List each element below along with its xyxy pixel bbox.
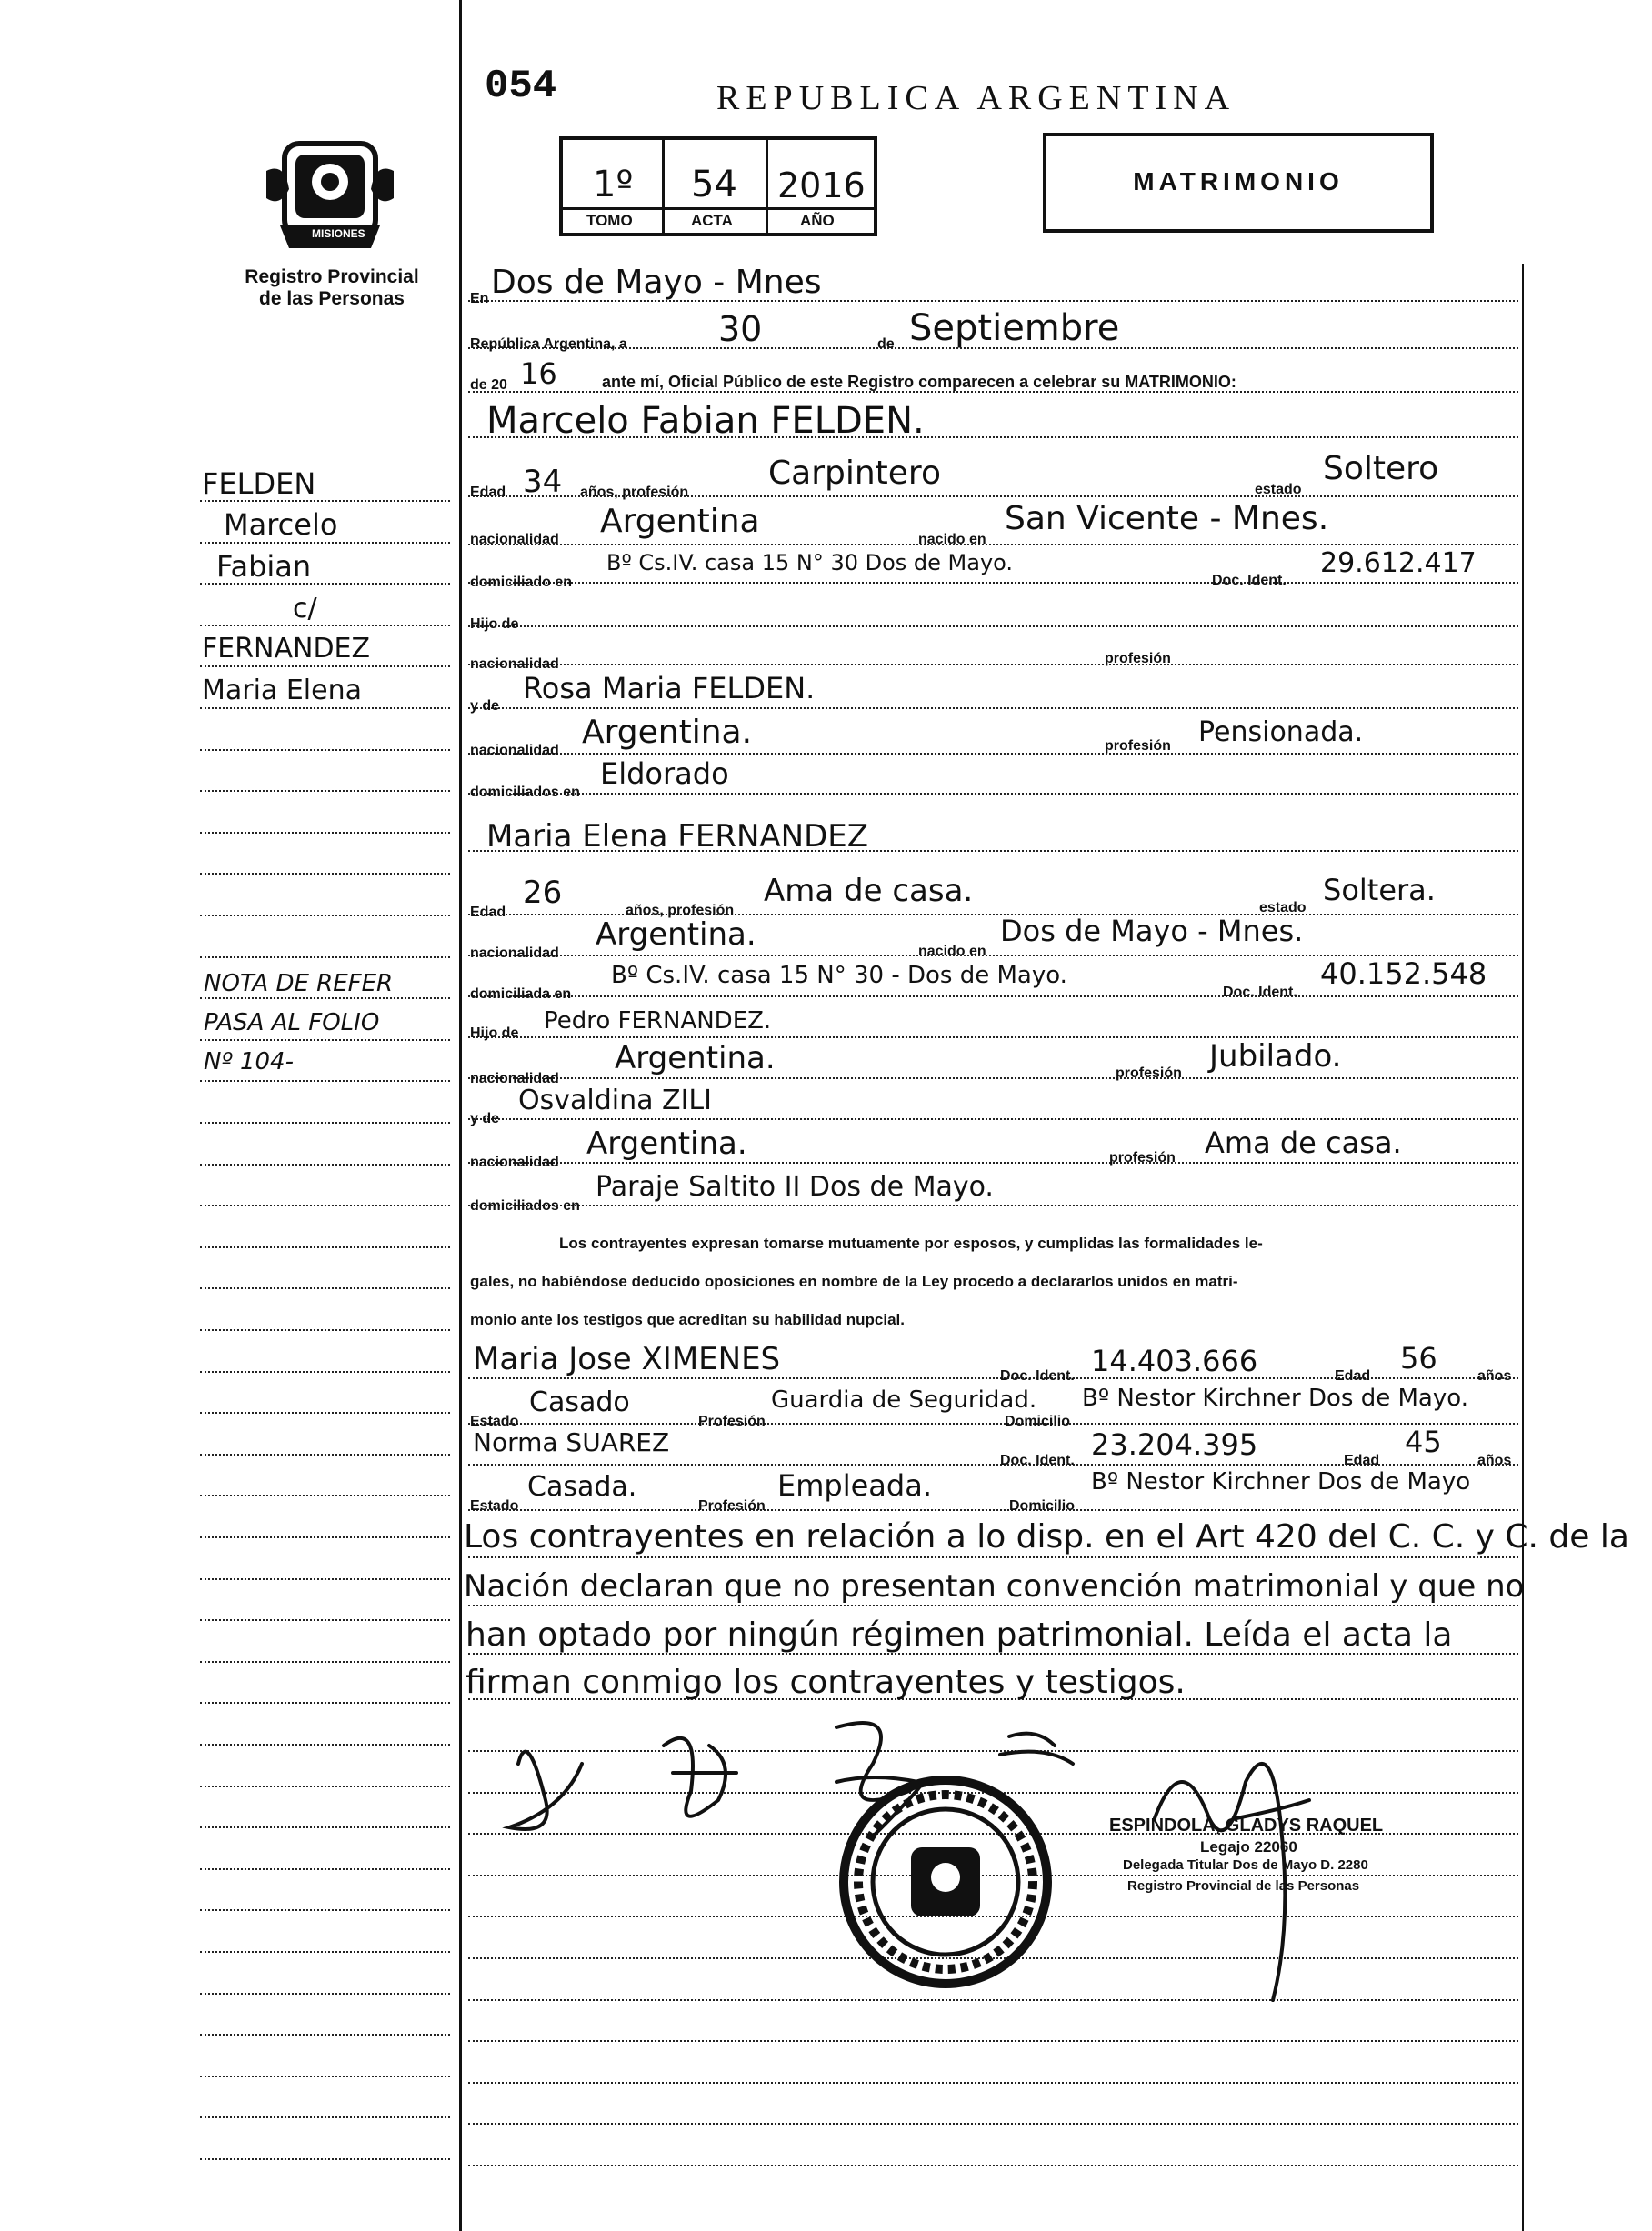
margin-rule xyxy=(200,2116,450,2118)
nacido-label: nacido en xyxy=(918,944,986,959)
margin-rule xyxy=(200,1702,450,1704)
witness-1-name: Maria Jose XIMENES xyxy=(473,1341,781,1377)
domiciliada-label: domiciliada en xyxy=(470,986,572,1002)
margin-rule xyxy=(200,997,450,999)
official-title: Delegada Titular Dos de Mayo D. 2280 xyxy=(1123,1857,1368,1873)
witness-1-profession: Guardia de Seguridad. xyxy=(771,1386,1037,1414)
left-margin-border xyxy=(459,0,462,2231)
edad-label: Edad xyxy=(470,905,506,920)
intro-day: 30 xyxy=(718,309,763,349)
acta-label: ACTA xyxy=(691,212,733,229)
margin-rule xyxy=(200,1287,450,1289)
hijo-de-label: Hijo de xyxy=(470,616,519,632)
margin-name: Fabian xyxy=(216,549,312,584)
declaration-line: monio ante los testigos que acreditan su habilidad nupcial. xyxy=(470,1311,905,1328)
witness-1-age: 56 xyxy=(1400,1341,1437,1376)
estado-label: Estado xyxy=(470,1498,519,1514)
ano-label: AÑO xyxy=(800,212,835,229)
nacionalidad-label: nacionalidad xyxy=(470,656,559,672)
doc-ident-label: Doc. Ident. xyxy=(1000,1453,1075,1468)
margin-rule xyxy=(200,1122,450,1124)
margin-rule xyxy=(200,1993,450,1995)
republica-label: República Argentina, a xyxy=(470,336,627,352)
margin-rule xyxy=(200,707,450,709)
margin-rule xyxy=(200,873,450,875)
witness-2-estado: Casada. xyxy=(527,1471,637,1503)
bride-mother: Osvaldina ZILI xyxy=(518,1085,712,1116)
nacionalidad-label: nacionalidad xyxy=(470,743,559,758)
profesion-label: profesión xyxy=(1105,738,1171,754)
witness-2-address: Bº Nestor Kirchner Dos de Mayo xyxy=(1091,1468,1471,1496)
bride-mother-profession: Ama de casa. xyxy=(1205,1126,1402,1160)
profesion-label: profesión xyxy=(1109,1150,1176,1166)
registry-name-line2: de las Personas xyxy=(259,288,405,309)
y-de-label: y de xyxy=(470,698,500,714)
note-line: firman conmigo los contrayentes y testigos. xyxy=(466,1664,1186,1701)
groom-estado: Soltero xyxy=(1323,450,1439,487)
declaration-line: Los contrayentes expresan tomarse mutuamente por esposos, y cumplidas las formalidades le- xyxy=(559,1235,1263,1252)
margin-rule xyxy=(200,542,450,544)
margin-rule xyxy=(200,1454,450,1456)
profesion-label: profesión xyxy=(1116,1065,1182,1081)
estado-label: estado xyxy=(1255,482,1302,497)
nacionalidad-label: nacionalidad xyxy=(470,1071,559,1086)
nacido-label: nacido en xyxy=(918,532,986,547)
tomo-label: TOMO xyxy=(586,212,633,229)
witness-2-age: 45 xyxy=(1405,1425,1442,1459)
groom-doc: 29.612.417 xyxy=(1320,547,1477,579)
form-rule xyxy=(468,664,1518,665)
margin-rule xyxy=(200,625,450,626)
form-rule xyxy=(468,582,1518,584)
margin-rule xyxy=(200,790,450,792)
bride-father-nationality: Argentina. xyxy=(615,1040,776,1076)
witness-2-name: Norma SUAREZ xyxy=(473,1427,670,1457)
margin-rule xyxy=(200,2034,450,2036)
margin-rule xyxy=(200,832,450,834)
groom-age: 34 xyxy=(523,464,563,500)
form-rule xyxy=(468,625,1518,627)
profesion-label: Profesión xyxy=(698,1498,766,1514)
margin-rule xyxy=(200,1661,450,1663)
bride-name: Maria Elena FERNANDEZ xyxy=(486,818,869,855)
bride-estado: Soltera. xyxy=(1323,873,1436,907)
bride-father: Pedro FERNANDEZ. xyxy=(544,1007,772,1035)
groom-birthplace: San Vicente - Mnes. xyxy=(1005,500,1329,537)
margin-rule xyxy=(200,1786,450,1787)
margin-rule xyxy=(200,1536,450,1538)
form-rule xyxy=(468,1205,1518,1206)
margin-rule xyxy=(200,1744,450,1746)
form-rule xyxy=(468,1118,1518,1120)
form-rule xyxy=(468,1162,1518,1164)
form-rule xyxy=(468,2123,1518,2125)
ano-value: 2016 xyxy=(777,165,866,205)
anos-label: años xyxy=(1477,1368,1512,1384)
hijo-de-label: Hijo de xyxy=(470,1025,519,1041)
margin-rule xyxy=(200,1205,450,1206)
margin-rule xyxy=(200,1578,450,1580)
margin-rule xyxy=(200,1412,450,1414)
en-label: En xyxy=(470,291,489,306)
witness-2-doc: 23.204.395 xyxy=(1091,1427,1258,1462)
form-rule xyxy=(468,707,1518,709)
y-de-label: y de xyxy=(470,1111,500,1126)
margin-rule xyxy=(200,1495,450,1496)
margin-rule xyxy=(200,915,450,916)
form-rule xyxy=(468,1556,1518,1558)
witness-1-doc: 14.403.666 xyxy=(1091,1344,1258,1378)
registry-seal-icon xyxy=(836,1773,1055,1996)
bride-profession: Ama de casa. xyxy=(764,873,974,909)
margin-name: Marcelo xyxy=(224,507,338,542)
provincial-emblem-icon xyxy=(257,135,403,262)
margin-rule xyxy=(200,956,450,958)
groom-mother-nationality: Argentina. xyxy=(582,714,753,751)
note-line: Nación declaran que no presentan convención matrimonial y que no xyxy=(464,1568,1525,1605)
bride-mother-nationality: Argentina. xyxy=(586,1126,747,1162)
form-rule xyxy=(468,2040,1518,2042)
margin-rule xyxy=(200,1371,450,1373)
domiciliados-label: domiciliados en xyxy=(470,785,580,800)
bride-age: 26 xyxy=(523,875,563,911)
edad-label: Edad xyxy=(1335,1368,1371,1384)
witness-2-profession: Empleada. xyxy=(777,1468,932,1503)
margin-rule xyxy=(200,1246,450,1248)
note-line: Los contrayentes en relación a lo disp. en el Art 420 del C. C. y C. de la xyxy=(464,1518,1629,1556)
doc-ident-label: Doc. Ident. xyxy=(1212,573,1287,588)
year-suffix: 16 xyxy=(520,356,557,391)
margin-name: c/ xyxy=(293,593,317,625)
margin-name: FERNANDEZ xyxy=(202,633,371,665)
bride-nationality: Argentina. xyxy=(596,916,756,953)
estado-label: Estado xyxy=(470,1414,519,1429)
nacionalidad-label: nacionalidad xyxy=(470,532,559,547)
profesion-label: Profesión xyxy=(698,1414,766,1429)
bride-address: Bº Cs.IV. casa 15 N° 30 - Dos de Mayo. xyxy=(611,962,1067,989)
doc-ident-label: Doc. Ident. xyxy=(1000,1368,1075,1384)
margin-rule xyxy=(200,1826,450,1828)
margin-note: Nº 104- xyxy=(204,1048,294,1075)
groom-nationality: Argentina xyxy=(600,503,760,540)
margin-rule xyxy=(200,665,450,667)
nacionalidad-label: nacionalidad xyxy=(470,945,559,961)
margin-rule xyxy=(200,1080,450,1082)
declaration-line: gales, no habiéndose deducido oposiciones en nombre de la Ley procedo a declararlos unidos en matri- xyxy=(470,1273,1238,1290)
form-rule xyxy=(468,995,1518,997)
bride-father-profession: Jubilado. xyxy=(1209,1038,1342,1075)
anos-profesion-label: años, profesión xyxy=(626,903,735,918)
domiciliados-label: domiciliados en xyxy=(470,1198,580,1214)
margin-rule xyxy=(200,1619,450,1621)
form-rule xyxy=(468,2165,1518,2166)
margin-rule xyxy=(200,2076,450,2077)
bride-parents-address: Paraje Saltito II Dos de Mayo. xyxy=(596,1171,994,1203)
margin-name: FELDEN xyxy=(202,466,316,501)
edad-label: Edad xyxy=(470,485,506,500)
doc-ident-label: Doc. Ident. xyxy=(1223,985,1297,1000)
edad-label: Edad xyxy=(1344,1453,1380,1468)
form-rule xyxy=(468,1509,1518,1511)
estado-label: estado xyxy=(1259,900,1307,915)
margin-rule xyxy=(200,1868,450,1870)
domiciliado-label: domiciliado en xyxy=(470,575,573,590)
acta-value: 54 xyxy=(691,164,737,205)
groom-name: Marcelo Fabian FELDEN. xyxy=(486,400,925,442)
margin-rule xyxy=(200,1039,450,1041)
witness-1-estado: Casado xyxy=(529,1386,630,1418)
official-legajo: Legajo 22060 xyxy=(1200,1838,1297,1856)
country-title: REPUBLICA ARGENTINA xyxy=(716,79,1236,117)
groom-profession: Carpintero xyxy=(768,455,941,492)
margin-name: Maria Elena xyxy=(202,675,363,706)
form-rule xyxy=(468,753,1518,755)
form-rule xyxy=(468,1605,1518,1606)
witness-1-address: Bº Nestor Kirchner Dos de Mayo. xyxy=(1082,1385,1468,1412)
margin-note: NOTA DE REFER xyxy=(204,970,394,997)
nacionalidad-label: nacionalidad xyxy=(470,1155,559,1170)
domicilio-label: Domicilio xyxy=(1005,1414,1071,1429)
margin-rule xyxy=(200,1951,450,1953)
official-org: Registro Provincial de las Personas xyxy=(1127,1878,1360,1894)
margin-rule xyxy=(200,1329,450,1331)
de-label: de xyxy=(877,336,895,352)
groom-address: Bº Cs.IV. casa 15 N° 30 Dos de Mayo. xyxy=(606,550,1014,575)
intro-statement: ante mí, Oficial Público de este Registro comparecen a celebrar su MATRIMONIO: xyxy=(602,373,1236,391)
bride-birthplace: Dos de Mayo - Mnes. xyxy=(1000,914,1304,948)
form-rule xyxy=(468,1036,1518,1038)
margin-note: PASA AL FOLIO xyxy=(204,1009,380,1036)
document-type: MATRIMONIO xyxy=(1133,167,1344,195)
note-line: han optado por ningún régimen patrimonial. Leída el acta la xyxy=(466,1616,1453,1654)
profesion-label: profesión xyxy=(1105,651,1171,666)
registry-name-line1: Registro Provincial xyxy=(245,266,419,287)
margin-rule xyxy=(200,1164,450,1166)
groom-mother-profession: Pensionada. xyxy=(1198,716,1364,748)
year-prefix: de 20 xyxy=(470,377,507,393)
margin-rule xyxy=(200,1909,450,1911)
bride-doc: 40.152.548 xyxy=(1320,956,1487,991)
form-rule xyxy=(468,544,1518,545)
form-rule xyxy=(468,1077,1518,1079)
page-number: 054 xyxy=(485,64,557,109)
groom-mother: Rosa Maria FELDEN. xyxy=(523,671,816,705)
intro-month: Septiembre xyxy=(909,307,1120,349)
emblem-label: MISIONES xyxy=(312,227,365,240)
anos-label: años xyxy=(1477,1453,1512,1468)
groom-parents-address: Eldorado xyxy=(600,756,729,791)
official-name: ESPINDOLA, GLADYS RAQUEL xyxy=(1109,1816,1384,1836)
intro-place: Dos de Mayo - Mnes xyxy=(491,264,822,301)
margin-rule xyxy=(200,2158,450,2160)
domicilio-label: Domicilio xyxy=(1009,1498,1076,1514)
form-rule xyxy=(468,2082,1518,2084)
tomo-value: 1º xyxy=(593,164,634,205)
form-rule xyxy=(468,1423,1518,1425)
margin-rule xyxy=(200,749,450,751)
anos-profesion-label: años, profesión xyxy=(580,485,689,500)
form-rule xyxy=(468,793,1518,795)
